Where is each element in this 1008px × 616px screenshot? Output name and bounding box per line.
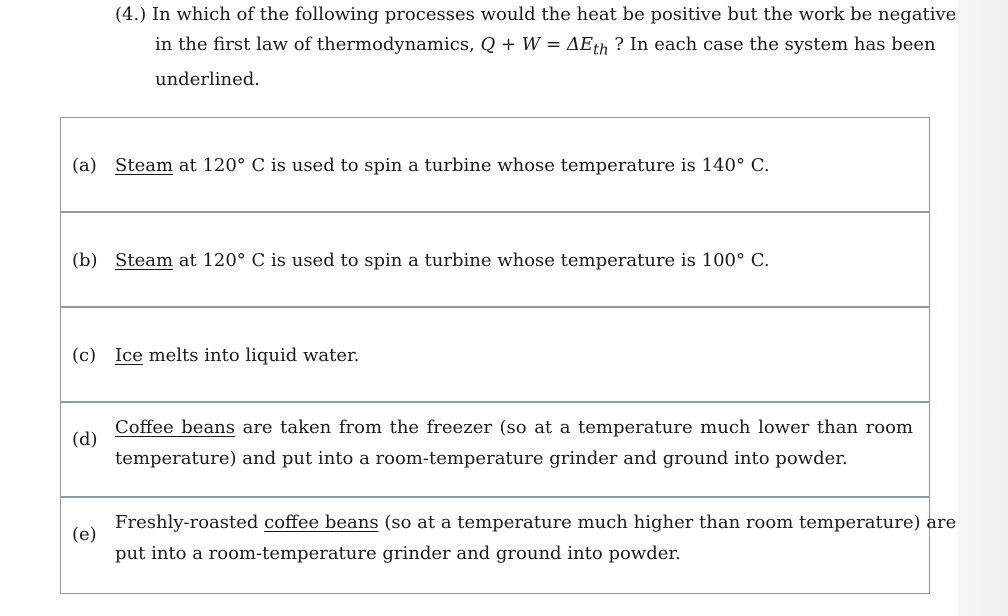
- option-text: [115, 342, 913, 370]
- option-text-rest: melts into liquid water.: [142, 345, 360, 366]
- option-label: (e): [72, 524, 97, 545]
- option-a[interactable]: [61, 118, 929, 213]
- option-text-rest: (so at a temperature much higher than room temperature) are: [378, 512, 957, 533]
- equation-main: Q + W = ΔE: [480, 34, 593, 55]
- question-text-line-1: In which of the following processes would the heat be positive but the work be negative: [151, 4, 957, 25]
- question-line-2: [115, 30, 936, 65]
- option-text-line-1: [115, 412, 913, 443]
- option-text-line-2: temperature) and put into a room-temperature grinder and ground into powder.: [115, 448, 848, 469]
- option-text: [115, 247, 913, 275]
- option-e[interactable]: [61, 498, 957, 593]
- option-text-rest: at 120° C is used to spin a turbine whose temperature is 100° C.: [173, 250, 770, 271]
- option-text: [115, 507, 957, 569]
- option-text-rest: are taken from the freezer (so at a temperature much lower than room: [235, 417, 913, 438]
- scrollbar-track: [958, 0, 1008, 616]
- question-text-line-2-prefix: in the first law of thermodynamics,: [155, 34, 481, 55]
- system-underlined: coffee beans: [264, 512, 379, 533]
- option-c[interactable]: [61, 308, 929, 403]
- option-label: (b): [72, 250, 98, 271]
- question-line-3: underlined.: [155, 68, 260, 90]
- option-text: [115, 412, 913, 474]
- option-text: [115, 152, 913, 180]
- option-d[interactable]: [61, 403, 929, 498]
- question-number: (4.): [115, 4, 147, 25]
- option-text-line-1: [115, 507, 957, 538]
- system-underlined: Ice: [115, 345, 143, 366]
- option-label: (c): [72, 345, 97, 366]
- equation-subscript: th: [592, 40, 609, 59]
- option-label: (d): [72, 429, 98, 450]
- system-underlined: Steam: [115, 155, 174, 176]
- first-law-equation: [480, 34, 615, 59]
- question-line-1: [115, 0, 957, 30]
- system-underlined: Coffee beans: [115, 417, 236, 438]
- question-text-line-2-suffix: ? In each case the system has been: [614, 34, 936, 55]
- option-text-line-2: put into a room-temperature grinder and ground into powder.: [115, 543, 681, 564]
- option-text-rest: at 120° C is used to spin a turbine whose temperature is 140° C.: [173, 155, 770, 176]
- option-b[interactable]: [61, 213, 929, 308]
- option-text-prefix: Freshly-roasted: [115, 512, 265, 533]
- system-underlined: Steam: [115, 250, 174, 271]
- question-block: [115, 0, 957, 95]
- option-label: (a): [72, 155, 97, 176]
- answer-options-list: [60, 117, 957, 594]
